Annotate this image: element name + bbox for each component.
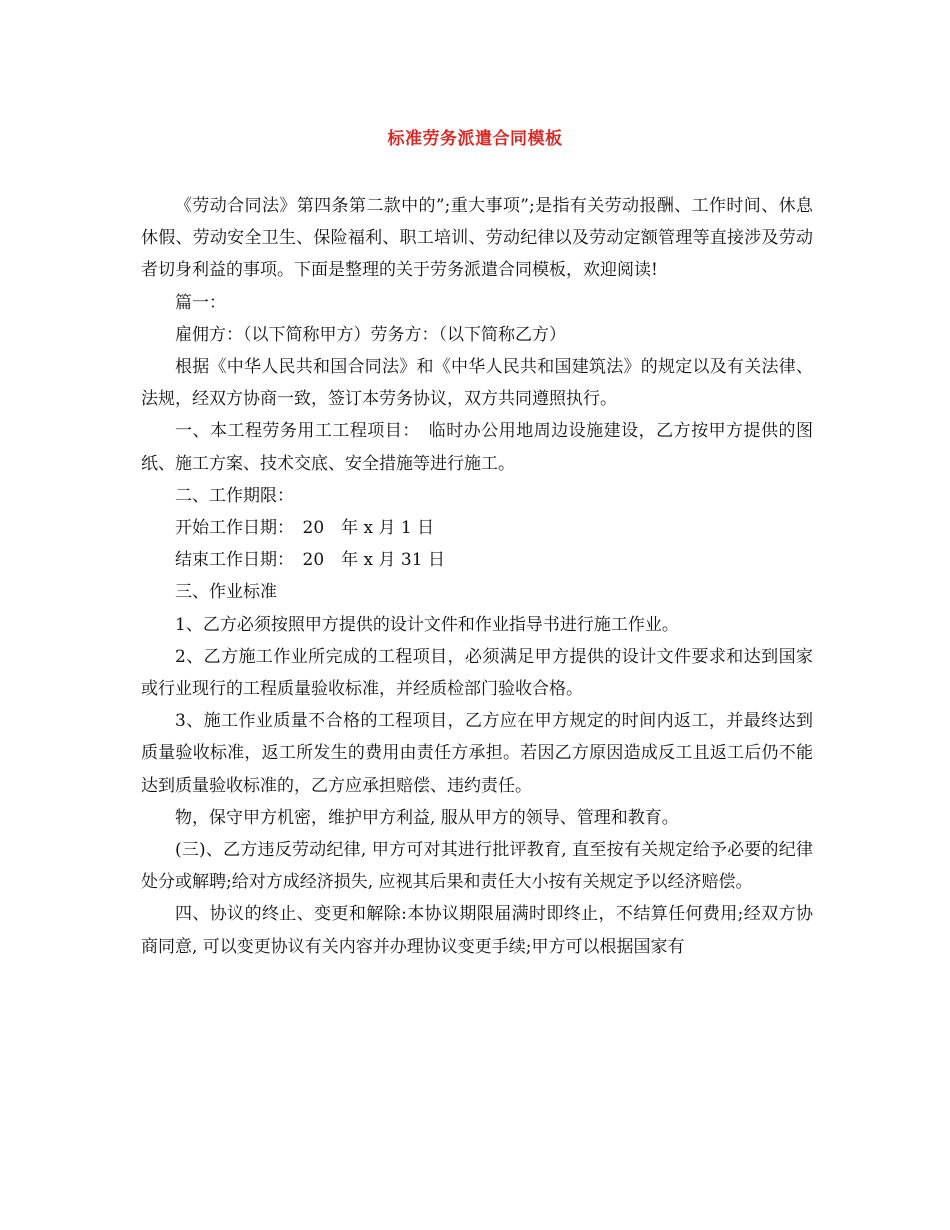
paragraph-standard-2: 2、乙方施工作业所完成的工程项目，必须满足甲方提供的设计文件要求和达到国家或行业现行的工程质量验收标准，并经质检部门验收合格。 (141, 646, 813, 700)
paragraph-standard-heading: 三、作业标准 (175, 582, 277, 603)
paragraph-basis: 根据《中华人民共和国合同法》和《中华人民共和国建筑法》的规定以及有关法律、法规，经双方协商一致，签订本劳务协议，双方共同遵照执行。 (141, 357, 813, 410)
paragraph-standard-1: 1、乙方必须按照甲方提供的设计文件和作业指导书进行施工作业。 (175, 614, 679, 635)
paragraph-standard-3: 3、施工作业质量不合格的工程项目，乙方应在甲方规定的时间内返工，并最终达到质量验收标准，返工所发生的费用由责任方承担。若因乙方原因造成反工且返工后仍不能达到质量验收标准的，乙方应承担赔偿、违约责任。 (141, 711, 813, 796)
paragraph-part-one: 篇一： (175, 292, 226, 313)
paragraph-confidentiality: 物，保守甲方机密，维护甲方利益, 服从甲方的领导、管理和教育。 (175, 807, 679, 828)
paragraph-parties: 雇佣方：（以下简称甲方）劳务方：（以下简称乙方） (175, 324, 566, 345)
paragraph-intro: 《劳动合同法》第四条第二款中的”;重大事项”;是指有关劳动报酬、工作时间、休息休假、劳动安全卫生、保险福利、职工培训、劳动纪律以及劳动定额管理等直接涉及劳动者切身利益的事项。下面是整理的关于劳务派遣合同模板，欢迎阅读! (141, 196, 813, 281)
paragraph-end-date: 结束工作日期： 20 年 x 月 31 日 (175, 550, 445, 571)
paragraph-start-date: 开始工作日期： 20 年 x 月 1 日 (175, 518, 435, 539)
document-body (141, 190, 813, 963)
paragraph-termination: 四、协议的终止、变更和解除:本协议期限届满时即终止，不结算任何费用;经双方协商同意, 可以变更协议有关内容并办理协议变更手续;甲方可以根据国家有 (141, 904, 813, 957)
document-title: 标准劳务派遣合同模板 (387, 129, 563, 149)
paragraph-term-heading: 二、工作期限： (175, 485, 294, 506)
paragraph-project: 一、本工程劳务用工工程项目： 临时办公用地周边设施建设，乙方按甲方提供的图纸、施工方案、技术交底、安全措施等进行施工。 (141, 421, 813, 474)
paragraph-discipline: (三)、乙方违反劳动纪律, 甲方可对其进行批评教育, 直至按有关规定给予必要的纪律处分或解聘;给对方成经济损失, 应视其后果和责任大小按有关规定予以经济赔偿。 (141, 840, 813, 893)
